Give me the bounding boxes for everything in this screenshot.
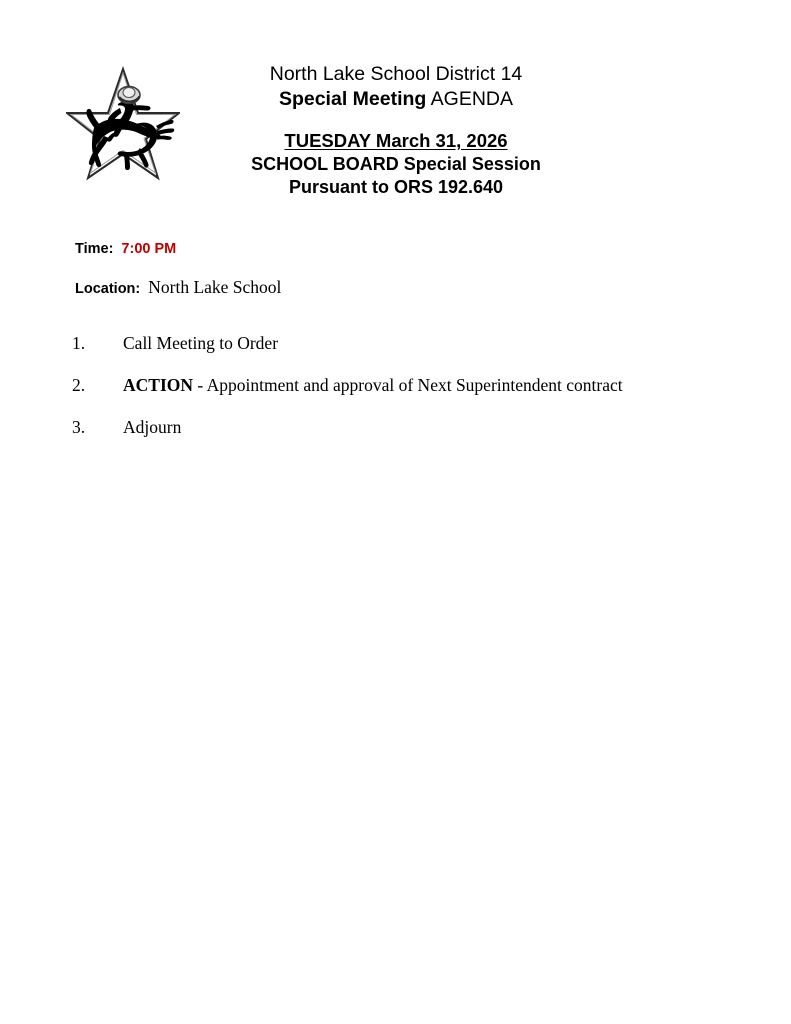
document-header: [0, 62, 791, 197]
north-lake-cowboy-star-logo: [66, 64, 180, 182]
meeting-title-line: [196, 87, 596, 112]
agenda-item-number: 1.: [72, 333, 86, 353]
location-value: North Lake School: [148, 277, 282, 297]
time-row: [75, 240, 715, 277]
session-line: SCHOOL BOARD Special Session: [251, 154, 541, 174]
agenda-item-number: 2.: [72, 375, 86, 395]
meeting-date: [196, 129, 596, 153]
agenda-item: [72, 374, 732, 416]
agenda-word: AGENDA: [430, 88, 514, 110]
agenda-item-emphasis: ACTION: [123, 375, 194, 395]
agenda-item-body: Call Meeting to Order: [123, 333, 279, 353]
meeting-type: Special Meeting: [278, 88, 427, 110]
agenda-item-text: [123, 374, 623, 396]
header-title-block: [196, 62, 596, 199]
meeting-date-text: TUESDAY March 31, 2026: [284, 130, 508, 151]
district-name: North Lake School District 14: [269, 63, 523, 85]
agenda-item-body: - Appointment and approval of Next Superintendent contract: [193, 375, 623, 395]
agenda-list: [72, 332, 732, 458]
agenda-item: [72, 416, 732, 458]
statute-line: Pursuant to ORS 192.640: [288, 177, 504, 197]
time-label: Time:: [75, 241, 114, 257]
agenda-item-text: [123, 416, 181, 438]
agenda-item-text: [123, 332, 278, 354]
agenda-item-body: Adjourn: [123, 417, 182, 437]
agenda-item-number: 3.: [72, 417, 86, 437]
location-label: Location:: [75, 281, 141, 297]
meeting-details: [75, 240, 715, 314]
location-row: [75, 277, 715, 314]
agenda-item: [72, 332, 732, 374]
time-value: 7:00 PM: [121, 241, 177, 257]
